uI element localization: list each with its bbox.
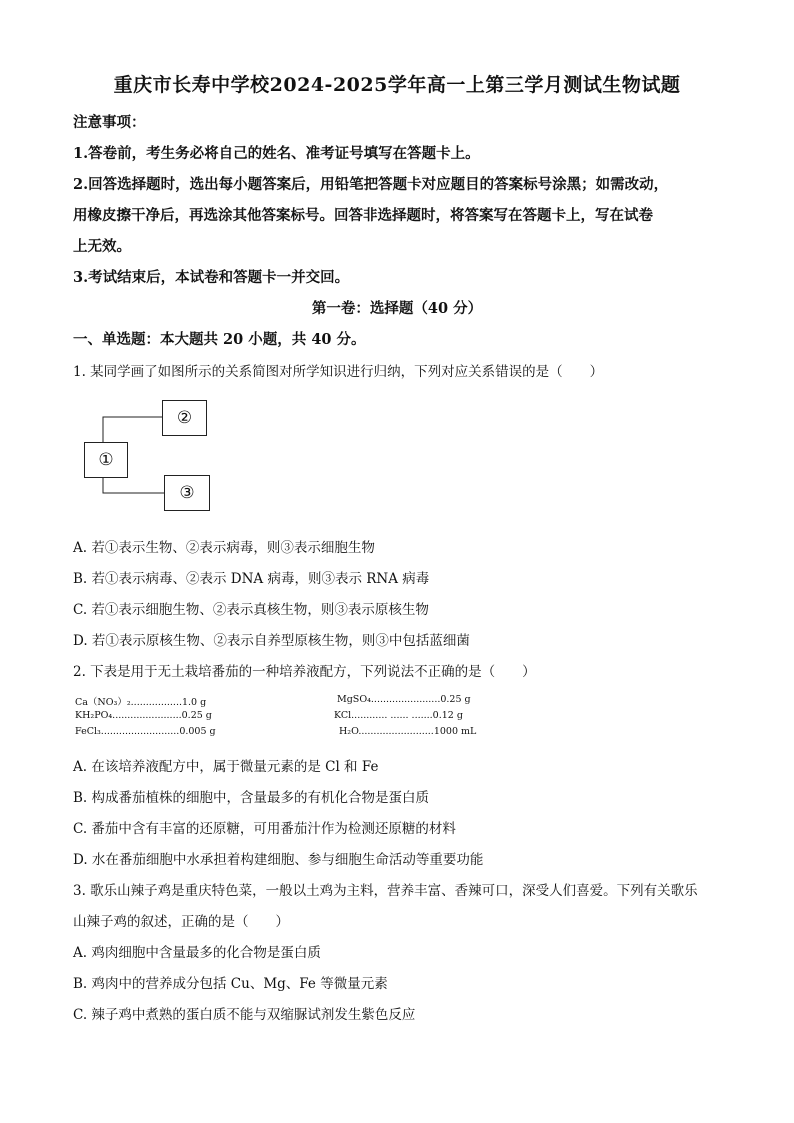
notice-item-2-line-2: 用橡皮擦干净后，再选涂其他答案标号。回答非选择题时，将答案写在答题卡上，写在试卷 xyxy=(73,207,653,224)
part-heading: 一、单选题：本大题共 20 小题，共 40 分。 xyxy=(73,331,366,348)
table-cell-r3c1: FeCl₃..........................0.005 g xyxy=(75,726,216,737)
q1-option-a: A. 若①表示生物、②表示病毒，则③表示细胞生物 xyxy=(73,540,375,556)
q3-option-c: C. 辣子鸡中煮熟的蛋白质不能与双缩脲试剂发生紫色反应 xyxy=(73,1007,416,1023)
notice-item-3: 3.考试结束后，本试卷和答题卡一并交回。 xyxy=(73,269,350,286)
q2-option-c: C. 番茄中含有丰富的还原糖，可用番茄汁作为检测还原糖的材料 xyxy=(73,821,456,837)
table-cell-r2c1: KH₂PO₄.......................0.25 g xyxy=(75,710,212,721)
q3-stem-line-2: 山辣子鸡的叙述，正确的是（ ） xyxy=(73,914,289,930)
table-cell-r1c1: Ca（NO₃）₂.................1.0 g xyxy=(75,697,207,708)
q2-stem: 2. 下表是用于无土栽培番茄的一种培养液配方，下列说法不正确的是（ ） xyxy=(73,664,536,680)
section-title: 第一卷：选择题（40 分） xyxy=(311,300,483,317)
notice-heading: 注意事项： xyxy=(73,114,146,131)
notice-item-2-line-1: 2.回答选择题时，选出每小题答案后，用铅笔把答题卡对应题目的答案标号涂黑；如需改动， xyxy=(73,176,669,193)
notice-item-1: 1.答卷前，考生务必将自己的姓名、准考证号填写在答题卡上。 xyxy=(73,145,480,162)
q2-option-a: A. 在该培养液配方中，属于微量元素的是 Cl 和 Fe xyxy=(73,759,379,775)
diagram-box-3: ③ xyxy=(164,475,210,511)
diagram-box-1: ① xyxy=(84,442,128,478)
table-cell-r3c2: H₂O.........................1000 mL xyxy=(339,726,477,737)
q1-option-b: B. 若①表示病毒、②表示 DNA 病毒，则③表示 RNA 病毒 xyxy=(73,571,430,587)
q3-stem-line-1: 3. 歌乐山辣子鸡是重庆特色菜，一般以土鸡为主料，营养丰富、香辣可口，深受人们喜爱。下列有关歌乐 xyxy=(73,883,698,899)
page-title: 重庆市长寿中学校2024-2025学年高一上第三学月测试生物试题 xyxy=(113,74,681,96)
q3-option-b: B. 鸡肉中的营养成分包括 Cu、Mg、Fe 等微量元素 xyxy=(73,976,388,992)
table-cell-r1c2: MgSO₄.......................0.25 g xyxy=(337,694,471,705)
diagram-box-2: ② xyxy=(162,400,207,436)
notice-item-2-line-3: 上无效。 xyxy=(73,238,131,255)
table-cell-r2c2: KCl............ ...... .......0.12 g xyxy=(334,710,463,721)
q3-option-a: A. 鸡肉细胞中含量最多的化合物是蛋白质 xyxy=(73,945,321,961)
relationship-diagram xyxy=(80,395,220,520)
q1-option-c: C. 若①表示细胞生物、②表示真核生物，则③表示原核生物 xyxy=(73,602,429,618)
q1-stem: 1. 某同学画了如图所示的关系简图对所学知识进行归纳，下列对应关系错误的是（ ） xyxy=(73,364,604,380)
q2-option-b: B. 构成番茄植株的细胞中，含量最多的有机化合物是蛋白质 xyxy=(73,790,430,806)
q2-option-d: D. 水在番茄细胞中水承担着构建细胞、参与细胞生命活动等重要功能 xyxy=(73,852,484,868)
q1-option-d: D. 若①表示原核生物、②表示自养型原核生物，则③中包括蓝细菌 xyxy=(73,633,470,649)
